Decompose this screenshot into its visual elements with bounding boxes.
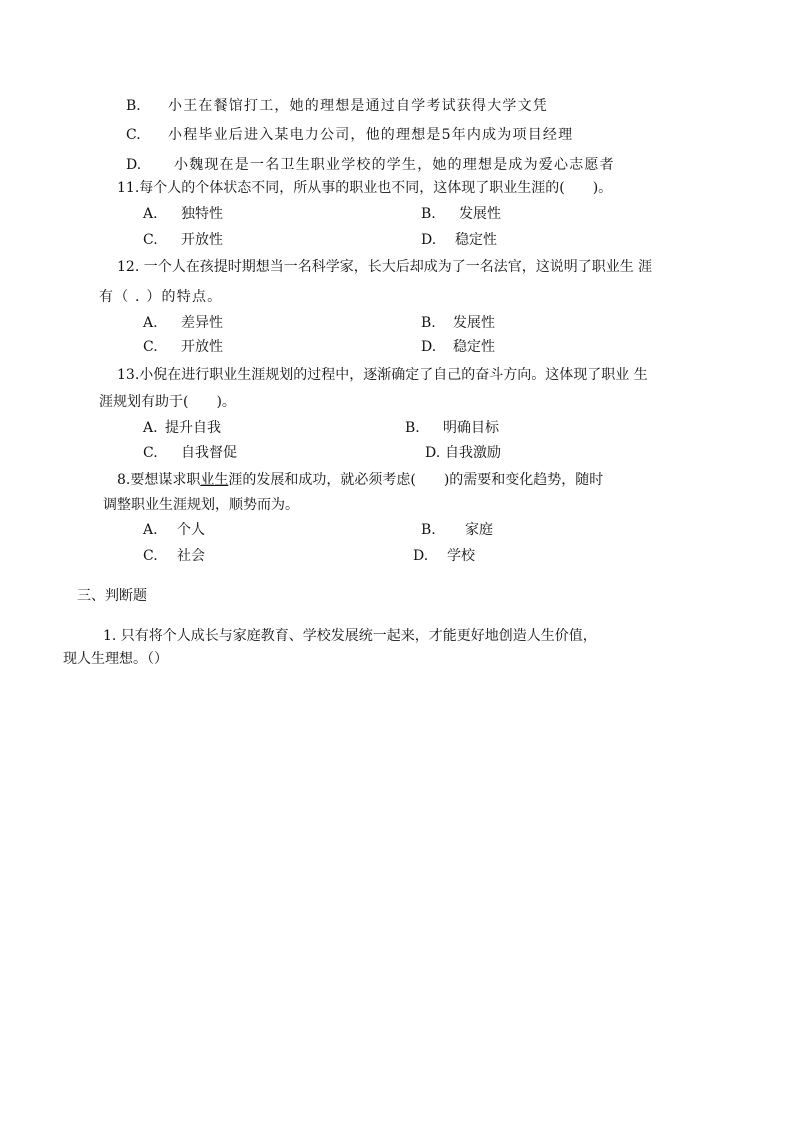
option-text: 自我激励: [445, 445, 501, 461]
option-letter: B.: [421, 522, 436, 538]
question-13-stem-cont: 涯规划有助于( )。: [99, 394, 236, 410]
option-letter: C.: [126, 127, 141, 143]
question-12-stem: 12. 一个人在孩提时期想当一名科学家，长大后却成为了一名法官，这说明了职业生 涯: [117, 259, 653, 275]
option-text: 家庭: [465, 522, 493, 538]
question-8-stem: [117, 471, 603, 489]
judgment-question-1-cont: 现人生理想。（）: [63, 651, 168, 667]
judgment-question-1: 1. 只有将个人成长与家庭教育、学校发展统一起来，才能更好地创造人生价值，: [103, 628, 597, 644]
option-letter: C.: [143, 232, 158, 248]
option-letter: A.: [143, 206, 158, 222]
option-text: 差异性: [181, 315, 223, 331]
option-text: 提升自我: [165, 420, 221, 436]
option-text: 发展性: [453, 315, 495, 331]
option-text: 稳定性: [455, 232, 497, 248]
question-11-stem: 11.每个人的个体状态不同，所从事的职业也不同，这体现了职业生涯的( )。: [117, 180, 613, 196]
option-text: 明确目标: [443, 420, 499, 436]
option-text: 小程毕业后进入某电力公司，他的理想是5年内成为项目经理: [168, 127, 574, 143]
option-text: 独特性: [181, 206, 223, 222]
option-letter: B.: [421, 206, 436, 222]
stem-text: 涯的发展和成功，就必须考虑( )的需要和变化趋势，随时: [228, 472, 604, 488]
question-13-stem: 13.小倪在进行职业生涯规划的过程中，逐渐确定了自己的奋斗方向。这体现了职业 生: [117, 367, 648, 383]
question-12-stem-cont: 有（ . ）的特点。: [99, 289, 223, 305]
option-letter: D.: [126, 157, 142, 173]
option-letter: A.: [143, 420, 158, 436]
option-text: 社会: [177, 548, 205, 564]
option-text: 学校: [447, 548, 475, 564]
section-heading: 三、判断题: [77, 588, 147, 604]
option-letter: C.: [143, 339, 158, 355]
option-letter: D.: [421, 232, 437, 248]
option-text: 发展性: [459, 206, 501, 222]
stem-text: 8.要想谋求职: [117, 472, 201, 488]
option-text: 小魏现在是一名卫生职业学校的学生，她的理想是成为爱心志愿者: [174, 157, 615, 173]
option-letter: B.: [421, 315, 436, 331]
option-text: 小王在餐馆打工，她的理想是通过自学考试获得大学文凭: [168, 98, 548, 114]
option-text: 开放性: [181, 232, 223, 248]
option-letter: D.: [413, 548, 429, 564]
option-letter: C.: [143, 445, 158, 461]
question-8-stem-cont: 调整职业生涯规划，顺势而为。: [103, 497, 299, 513]
option-text: 个人: [177, 522, 205, 538]
option-letter: A.: [143, 315, 158, 331]
option-letter: C.: [143, 548, 158, 564]
option-letter: A.: [143, 522, 158, 538]
option-text: 自我督促: [181, 445, 237, 461]
underlined-text: 业生: [200, 472, 229, 488]
option-letter: D.: [425, 445, 441, 461]
option-text: 稳定性: [453, 339, 495, 355]
option-text: 开放性: [181, 339, 223, 355]
option-letter: B.: [405, 420, 420, 436]
option-letter: B.: [126, 98, 141, 114]
option-letter: D.: [421, 339, 437, 355]
